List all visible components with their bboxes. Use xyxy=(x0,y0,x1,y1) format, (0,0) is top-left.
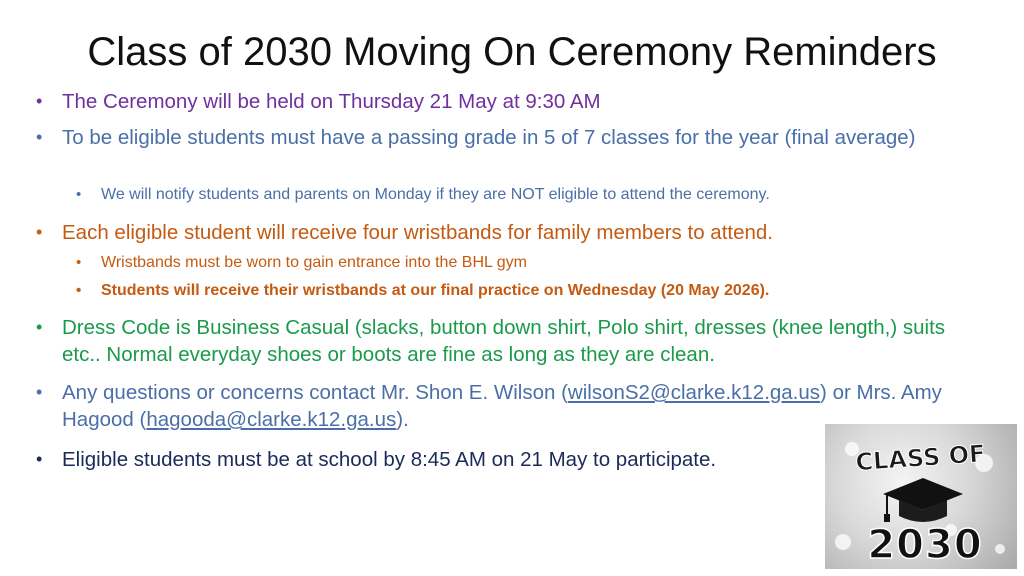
bullet-dot: • xyxy=(76,254,82,271)
bullet-text: The Ceremony will be held on Thursday 21 May at 9:30 AM xyxy=(62,90,601,113)
contact-text-a: Any questions or concerns contact Mr. Shon E. Wilson ( xyxy=(62,381,568,404)
contact-text-c: ). xyxy=(396,408,409,431)
hagood-email-link[interactable]: hagooda@clarke.k12.ga.us xyxy=(146,408,397,431)
bullet-dot: • xyxy=(36,222,43,242)
bullet-dot: • xyxy=(36,127,43,147)
bullet-text: Dress Code is Business Casual (slacks, button down shirt, Polo shirt, dresses (knee length,) suits etc.. Normal everyday shoes or boots are fine as long as they are clean. xyxy=(62,316,946,366)
bullet-dot: • xyxy=(36,317,43,337)
bullet-text: Wristbands must be worn to gain entrance into the BHL gym xyxy=(101,254,527,271)
year-2030-text: 2030 xyxy=(867,522,983,568)
bullet-text: Students will receive their wristbands at our final practice on Wednesday (20 May 2026). xyxy=(101,282,770,299)
bullet-dot: • xyxy=(36,449,43,469)
bullet-text: We will notify students and parents on Monday if they are NOT eligible to attend the ceremony. xyxy=(101,186,770,203)
class-of-text: CLASS OF xyxy=(854,439,987,477)
bullet-dot: • xyxy=(36,382,43,402)
graduation-cap-icon xyxy=(883,478,963,522)
wilson-email-link[interactable]: wilsonS2@clarke.k12.ga.us xyxy=(567,381,821,404)
bullet-text: Each eligible student will receive four wristbands for family members to attend. xyxy=(62,221,773,244)
bullet-dot: • xyxy=(36,91,43,111)
bullet-text: Eligible students must be at school by 8:45 AM on 21 May to participate. xyxy=(62,448,717,471)
slide-title: Class of 2030 Moving On Ceremony Reminders xyxy=(87,30,937,74)
class-of-2030-graphic xyxy=(825,424,1017,569)
bullet-dot: • xyxy=(76,186,82,203)
bullet-text: To be eligible students must have a passing grade in 5 of 7 classes for the year (final average) xyxy=(62,126,916,149)
bullet-dot: • xyxy=(76,282,82,299)
contact-text-b: ) or Mrs. Amy Hagood ( xyxy=(62,381,942,431)
